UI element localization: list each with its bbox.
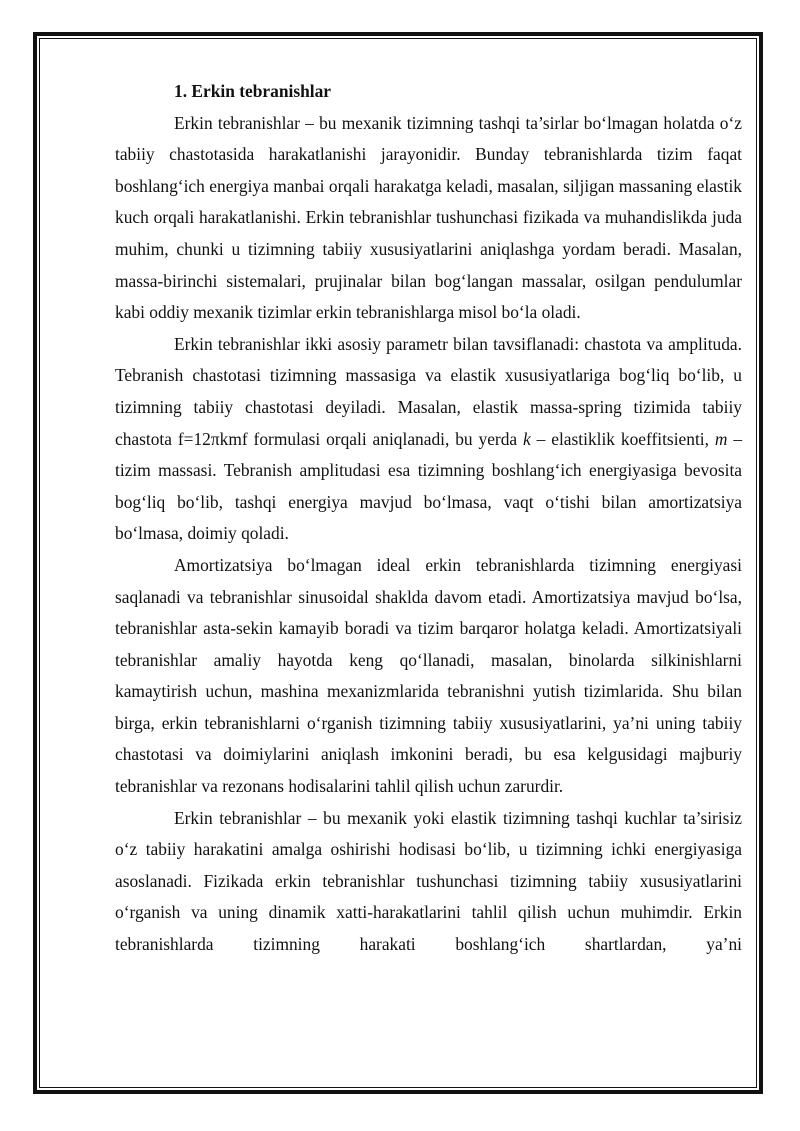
paragraph-1: Erkin tebranishlar – bu mexanik tizimning tashqi ta’sirlar bo‘lmagan holatda o‘z tabiiy chastotasida harakatlanishi jarayonidir. Bunday tebranishlarda tizim faqat boshlang‘ich energiya manbai orqali harakatga keladi, masalan, siljigan massaning elastik kuch orqali harakatlanishi. Erkin tebranishlar tushunchasi fizikada va muhandislikda juda muhim, chunki u tizimning tabiiy xususiyatlarini aniqlashga yordam beradi. Masalan, massa-birinchi sistemalari, prujinalar bilan bog‘langan massalar, osilgan pendulumlar kabi oddiy mexanik tizimlar erkin tebranishlarga misol bo‘la oladi. [115,112,742,323]
section-heading: 1. Erkin tebranishlar [174,81,332,101]
paragraph-3: Amortizatsiya bo‘lmagan ideal erkin tebranishlarda tizimning energiyasi saqlanadi va tebranishlar sinusoidal shaklda davom etadi. Amortizatsiya mavjud bo‘lsa, tebranishlar asta-sekin kamayib boradi va tizim barqaror holatga keladi. Amortizatsiyali tebranishlar amaliy hayotda keng qo‘llanadi, masalan, binolarda silkinishlarni kamaytirish uchun, mashina mexanizmlarida tebranishni yutish tizimlarida. Shu bilan birga, erkin tebranishlarni o‘rganish tizimning tabiiy xususiyatlarini, ya’ni uning tabiiy chastotasi va doimiylarini aniqlash imkonini beradi, bu esa kelgusidagi majburiy tebranishlar va rezonans hodisalarini tahlil qilish uchun zarurdir. [115,554,742,797]
paragraph-2-rest: – tizim massasi. Tebranish amplitudasi esa tizimning boshlang‘ich energiyasiga bevosita bog‘liq bo‘lib, tashqi energiya mavjud bo‘lmasa, vaqt o‘tishi bilan amortizatsiya bo‘lmasa, doimiy qoladi. [115,428,743,544]
variable-m: m [714,428,728,449]
document-body [115,76,742,961]
variable-k: k [523,428,531,449]
paragraph-2-k-description: – elastiklik koeffitsienti, [530,428,715,449]
paragraph-2 [115,329,742,550]
paragraph-4: Erkin tebranishlar – bu mexanik yoki elastik tizimning tashqi kuchlar ta’sirisiz o‘z tabiiy harakatini amalga oshirishi hodisasi bo‘lib, u tizimning ichki energiyasiga asoslanadi. Fizikada erkin tebranishlar tushunchasi tizimning tabiiy xususiyatlarini o‘rganish va uning dinamik xatti-harakatlarini tahlil qilish uchun muhimdir. Erkin tebranishlarda tizimning harakati boshlang‘ich shartlardan, ya’ni [115,807,742,955]
paragraph-2-text: Erkin tebranishlar ikki asosiy parametr bilan tavsiflanadi: chastota va amplituda. Tebranish chastotasi tizimning massasiga va elastik xususiyatlariga bog‘liq bo‘lib, u tizimning tabiiy chastotasi deyiladi. Masalan, elastik massa-spring tizimida tabiiy chastota f=12πkmf formulasi orqali aniqlanadi, bu yerda [115,333,742,449]
